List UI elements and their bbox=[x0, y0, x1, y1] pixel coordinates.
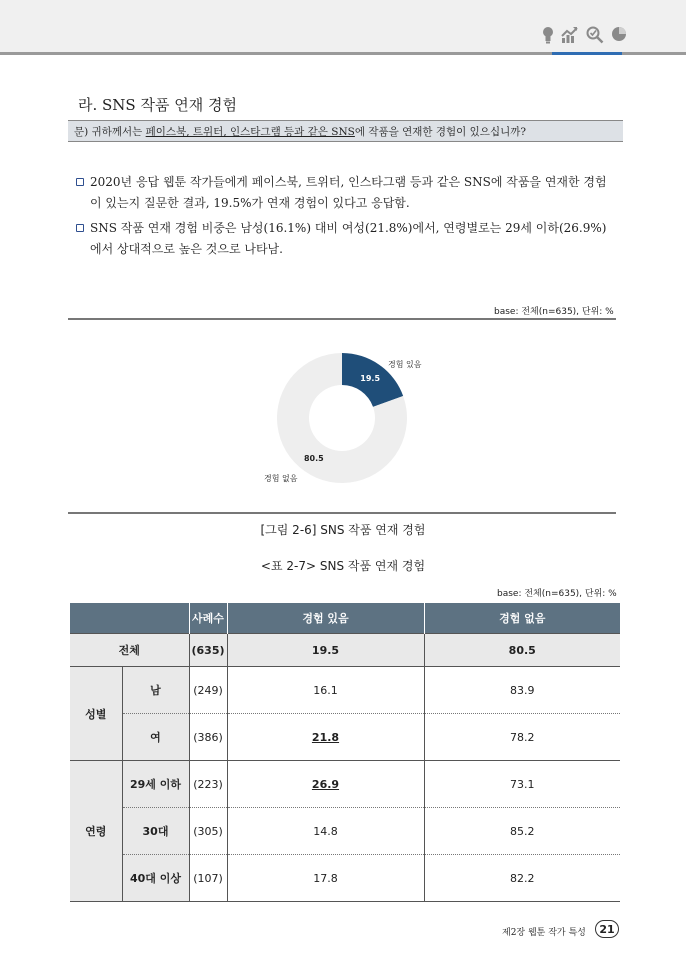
row-label: 남 bbox=[122, 667, 189, 714]
chart-base-note: base: 전체(n=635), 단위: % bbox=[494, 307, 614, 317]
table-row bbox=[70, 808, 620, 855]
row-no: 82.2 bbox=[424, 855, 620, 902]
question-suffix: 에 작품을 연재한 경험이 있으십니까? bbox=[354, 126, 526, 138]
row-no: 78.2 bbox=[424, 714, 620, 761]
table-caption: <표 2-7> SNS 작품 연재 경험 bbox=[260, 559, 426, 573]
data-table bbox=[70, 603, 620, 902]
row-yes bbox=[227, 714, 424, 761]
table-row-total bbox=[70, 634, 620, 667]
group-label-age: 연령 bbox=[70, 761, 122, 902]
highlight-value: 26.9 bbox=[311, 777, 340, 791]
row-no: 83.9 bbox=[424, 667, 620, 714]
section-title: 라. SNS 작품 연재 경험 bbox=[78, 96, 237, 114]
question-prefix: 문) 귀하께서는 bbox=[74, 126, 146, 138]
row-count: (223) bbox=[189, 761, 227, 808]
row-count: (635) bbox=[189, 634, 227, 667]
row-yes: 17.8 bbox=[227, 855, 424, 902]
row-count: (107) bbox=[189, 855, 227, 902]
row-label: 30대 bbox=[122, 808, 189, 855]
summary-bullet bbox=[76, 218, 616, 260]
bullet-text: 2020년 응답 웹툰 작가들에게 페이스북, 트위터, 인스타그램 등과 같은 SNS에 작품을 연재한 경험이 있는지 질문한 결과, 19.5%가 연재 경험이 있다고 응답함. bbox=[90, 175, 607, 210]
table-row bbox=[70, 714, 620, 761]
row-label: 29세 이하 bbox=[122, 761, 189, 808]
row-yes bbox=[227, 761, 424, 808]
donut-value-label: 80.5 bbox=[303, 454, 324, 464]
donut-value-label: 19.5 bbox=[360, 373, 381, 383]
header-icons bbox=[542, 26, 627, 44]
group-label-gender: 성별 bbox=[70, 667, 122, 761]
row-yes: 19.5 bbox=[227, 634, 424, 667]
square-bullet-icon bbox=[76, 178, 84, 186]
legend-label-yes: 경험 있음 bbox=[388, 360, 422, 369]
figure-caption: [그림 2-6] SNS 작품 연재 경험 bbox=[260, 523, 426, 537]
header-count: 사례수 bbox=[189, 603, 227, 634]
row-label: 전체 bbox=[70, 634, 189, 667]
magnifier-check-icon bbox=[586, 26, 604, 44]
summary-bullets bbox=[76, 172, 616, 260]
square-bullet-icon bbox=[76, 224, 84, 232]
footer-chapter: 제2장 웹툰 작가 특성 bbox=[502, 928, 586, 938]
question-text bbox=[74, 124, 526, 139]
row-count: (249) bbox=[189, 667, 227, 714]
row-no: 85.2 bbox=[424, 808, 620, 855]
table-row bbox=[70, 855, 620, 902]
table-base-note: base: 전체(n=635), 단위: % bbox=[497, 589, 617, 599]
row-count: (305) bbox=[189, 808, 227, 855]
summary-bullet bbox=[76, 172, 616, 214]
donut-chart bbox=[240, 340, 450, 500]
table-header-row bbox=[70, 603, 620, 634]
chart-top-rule bbox=[68, 318, 616, 320]
header-no: 경험 없음 bbox=[424, 603, 620, 634]
bullet-text: SNS 작품 연재 경험 비중은 남성(16.1%) 대비 여성(21.8%)에서, 연령별로는 29세 이하(26.9%)에서 상대적으로 높은 것으로 나타남. bbox=[90, 221, 607, 256]
lightbulb-icon bbox=[542, 26, 554, 44]
table-row bbox=[70, 667, 620, 714]
legend-label-no: 경험 없음 bbox=[264, 474, 298, 483]
table-row bbox=[70, 761, 620, 808]
row-no: 80.5 bbox=[424, 634, 620, 667]
row-yes: 14.8 bbox=[227, 808, 424, 855]
page-number: 21 bbox=[595, 920, 619, 938]
header-blank bbox=[70, 603, 189, 634]
question-underlined: 페이스북, 트위터, 인스타그램 등과 같은 SNS bbox=[145, 126, 355, 138]
highlight-value: 21.8 bbox=[311, 730, 340, 744]
row-count: (386) bbox=[189, 714, 227, 761]
header-accent-rule bbox=[552, 52, 622, 55]
row-label: 40대 이상 bbox=[122, 855, 189, 902]
row-yes: 16.1 bbox=[227, 667, 424, 714]
row-label: 여 bbox=[122, 714, 189, 761]
header-yes: 경험 있음 bbox=[227, 603, 424, 634]
pie-chart-icon bbox=[611, 26, 627, 42]
question-box bbox=[68, 120, 623, 142]
growth-chart-icon bbox=[561, 26, 579, 44]
row-no: 73.1 bbox=[424, 761, 620, 808]
chart-bottom-rule bbox=[68, 512, 616, 514]
